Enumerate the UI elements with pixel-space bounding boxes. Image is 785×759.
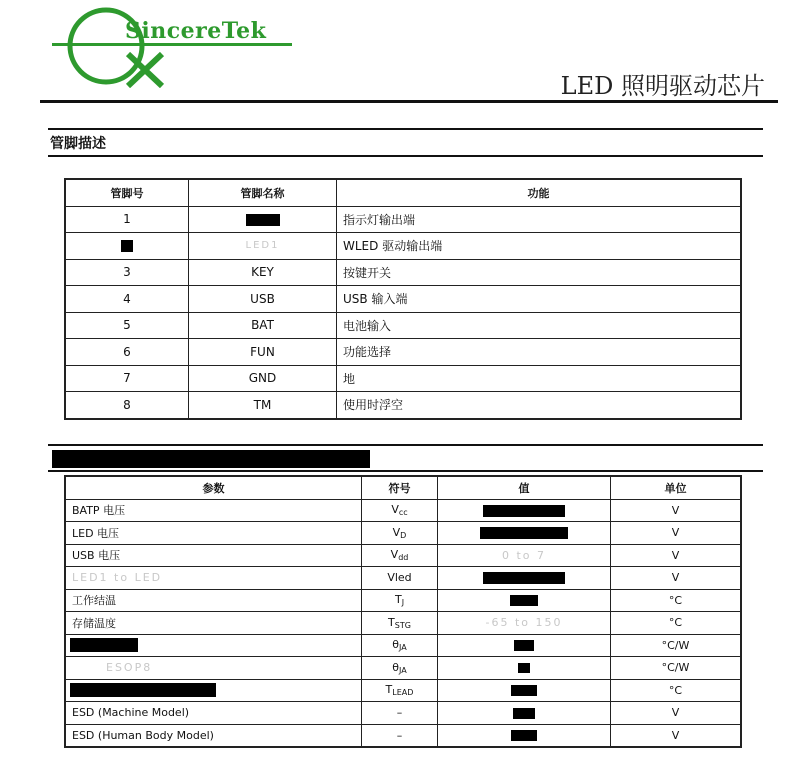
unit: °C/W — [611, 634, 742, 657]
symbol: – — [362, 724, 438, 747]
value-redacted — [438, 499, 611, 522]
pin-name: USB — [189, 286, 337, 313]
pin-function: 地 — [337, 365, 742, 392]
symbol: $T_{STG}$ — [362, 612, 438, 635]
pin-function: 使用时浮空 — [337, 392, 742, 419]
param-name: LED1 to LED — [65, 567, 362, 590]
section-title-pins: 管脚描述 — [50, 136, 106, 152]
column-header: 管脚名称 — [189, 179, 337, 206]
pin-name: GND — [189, 365, 337, 392]
table-row — [65, 634, 741, 657]
unit: °C — [611, 612, 742, 635]
pin-number-redacted — [65, 233, 189, 260]
column-header: 功能 — [337, 179, 742, 206]
param-name: BATP 电压 — [65, 499, 362, 522]
value: 0 to 7 — [438, 544, 611, 567]
table-row — [65, 206, 741, 233]
unit: °C — [611, 679, 742, 702]
unit: V — [611, 522, 742, 545]
pin-function: 功能选择 — [337, 339, 742, 366]
param-name: 工作结温 — [65, 589, 362, 612]
logo-mark — [50, 2, 310, 88]
ratings-table — [64, 475, 742, 748]
param-name: ESD (Human Body Model) — [65, 724, 362, 747]
table-row — [65, 679, 741, 702]
pin-name: TM — [189, 392, 337, 419]
param-name: 存储温度 — [65, 612, 362, 635]
value: -65 to 150 — [438, 612, 611, 635]
section-rule — [48, 155, 763, 157]
pin-number: 4 — [65, 286, 189, 313]
value-redacted — [438, 522, 611, 545]
table-row — [65, 365, 741, 392]
section-rule — [48, 444, 763, 446]
symbol: $\theta_{JA}$ — [362, 657, 438, 680]
section-rule — [48, 128, 763, 130]
unit: V — [611, 702, 742, 725]
value-redacted — [438, 657, 611, 680]
param-name: ESD (Machine Model) — [65, 702, 362, 725]
company-logo — [50, 2, 310, 88]
param-name: LED 电压 — [65, 522, 362, 545]
pin-name: FUN — [189, 339, 337, 366]
pin-function: USB 输入端 — [337, 286, 742, 313]
pin-number: 8 — [65, 392, 189, 419]
pin-function: WLED 驱动输出端 — [337, 233, 742, 260]
pin-name: BAT — [189, 312, 337, 339]
pin-number: 1 — [65, 206, 189, 233]
table-row — [65, 339, 741, 366]
table-row — [65, 589, 741, 612]
symbol: $\theta_{JA}$ — [362, 634, 438, 657]
unit: °C — [611, 589, 742, 612]
value-redacted — [438, 567, 611, 590]
param-name-redacted — [65, 679, 362, 702]
value-redacted — [438, 702, 611, 725]
table-row — [65, 286, 741, 313]
param-name: USB 电压 — [65, 544, 362, 567]
column-header: 符号 — [362, 476, 438, 499]
section-rule — [48, 470, 763, 472]
value-redacted — [438, 634, 611, 657]
pin-name-redacted — [189, 206, 337, 233]
table-row — [65, 499, 741, 522]
document-title: LED 照明驱动芯片 — [560, 72, 765, 100]
pin-number: 3 — [65, 259, 189, 286]
table-row — [65, 522, 741, 545]
table-row — [65, 567, 741, 590]
pin-function: 电池输入 — [337, 312, 742, 339]
param-name-redacted — [65, 634, 362, 657]
table-row — [65, 544, 741, 567]
column-header: 单位 — [611, 476, 742, 499]
header-rule — [40, 100, 778, 103]
unit: V — [611, 499, 742, 522]
pin-function: 按键开关 — [337, 259, 742, 286]
table-row — [65, 702, 741, 725]
symbol: $T_J$ — [362, 589, 438, 612]
column-header: 管脚号 — [65, 179, 189, 206]
table-row — [65, 233, 741, 260]
table-row — [65, 657, 741, 680]
unit: V — [611, 567, 742, 590]
unit: V — [611, 544, 742, 567]
company-name: SincereTek — [125, 18, 267, 44]
pin-table — [64, 178, 742, 420]
pin-name: LED1 — [189, 233, 337, 260]
table-row — [65, 312, 741, 339]
table-header-row — [65, 476, 741, 499]
section-title-redacted — [52, 450, 370, 468]
value-redacted — [438, 589, 611, 612]
value-redacted — [438, 679, 611, 702]
pin-name: KEY — [189, 259, 337, 286]
table-row — [65, 392, 741, 419]
unit: V — [611, 724, 742, 747]
table-row — [65, 724, 741, 747]
value-redacted — [438, 724, 611, 747]
column-header: 参数 — [65, 476, 362, 499]
pin-function: 指示灯输出端 — [337, 206, 742, 233]
unit: °C/W — [611, 657, 742, 680]
pin-number: 5 — [65, 312, 189, 339]
pin-number: 7 — [65, 365, 189, 392]
symbol: $V_D$ — [362, 522, 438, 545]
table-row — [65, 259, 741, 286]
table-row — [65, 612, 741, 635]
symbol: $T_{LEAD}$ — [362, 679, 438, 702]
pin-number: 6 — [65, 339, 189, 366]
param-name: ESOP8 — [65, 657, 362, 680]
table-header-row — [65, 179, 741, 206]
symbol: – — [362, 702, 438, 725]
column-header: 值 — [438, 476, 611, 499]
symbol: $V_{dd}$ — [362, 544, 438, 567]
symbol: $V_{cc}$ — [362, 499, 438, 522]
symbol: Vled — [362, 567, 438, 590]
